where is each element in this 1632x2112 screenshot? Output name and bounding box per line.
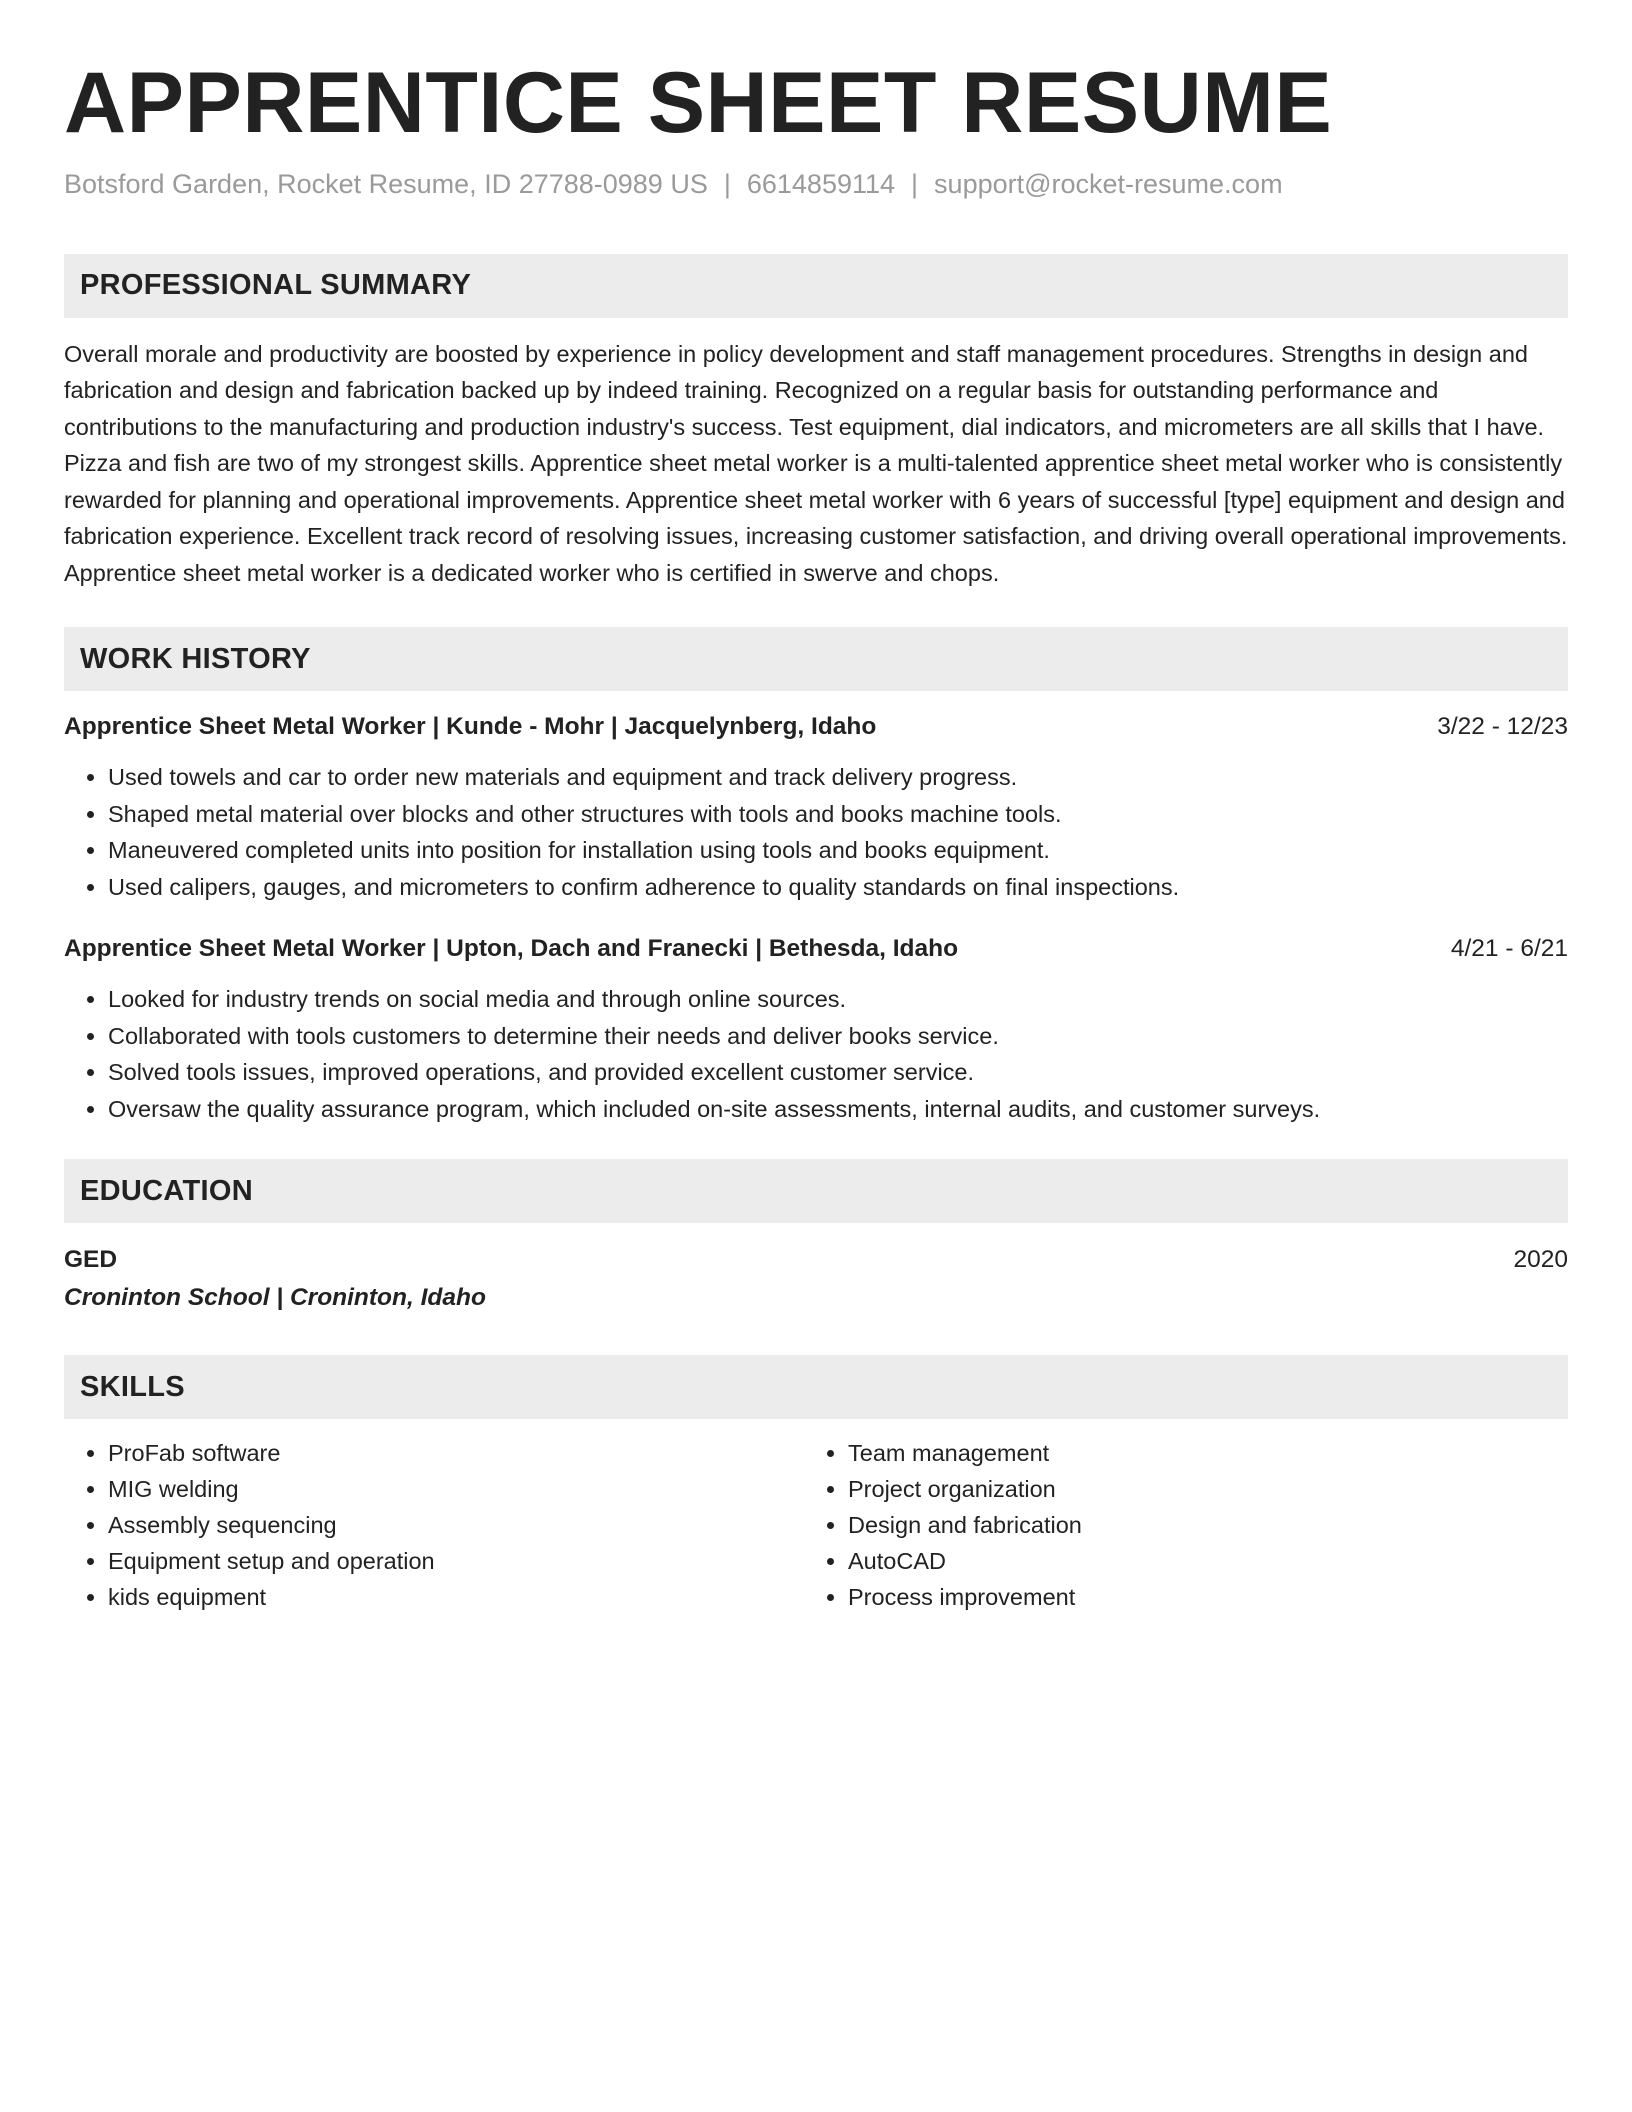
list-item: • Team management [848,1435,1544,1471]
list-item: • Equipment setup and operation [108,1543,804,1579]
resume-title: APPRENTICE SHEET RESUME [64,55,1333,151]
skills-list-left [64,1435,804,1615]
list-item: • MIG welding [108,1471,804,1507]
list-item: • Project organization [848,1471,1544,1507]
skills-columns [64,1435,1568,1615]
education-header [64,1241,1568,1279]
list-item: • Used calipers, gauges, and micrometers to confirm adherence to quality standards on final inspections. [108,869,1568,906]
education-section [64,1159,1568,1317]
job-bullets [64,759,1568,905]
list-item: • Solved tools issues, improved operations, and provided excellent customer service. [108,1054,1568,1091]
list-item: • Oversaw the quality assurance program, which included on-site assessments, internal audits, and customer surveys. [108,1091,1568,1128]
list-item: • Used towels and car to order new materials and equipment and track delivery progress. [108,759,1568,796]
list-item: • Looked for industry trends on social media and through online sources. [108,981,1568,1018]
section-heading: WORK HISTORY [64,627,1568,691]
list-item: • Shaped metal material over blocks and other structures with tools and books machine tools. [108,796,1568,833]
section-heading: PROFESSIONAL SUMMARY [64,254,1568,318]
education-school: Croninton School | Croninton, Idaho [64,1284,486,1312]
list-item: • Process improvement [848,1579,1544,1615]
job-entry [64,709,1568,905]
contact-phone: 6614859114 [746,168,896,199]
contact-address: Botsford Garden, Rocket Resume, ID 27788-0989 US [64,168,708,199]
professional-summary-section [64,254,1568,592]
job-bullets [64,981,1568,1127]
contact-email: support@rocket-resume.com [934,168,1283,199]
job-header [64,931,1568,967]
list-item: • Collaborated with tools customers to determine their needs and deliver books service. [108,1018,1568,1055]
education-entry [64,1241,1568,1317]
section-heading: SKILLS [64,1355,1568,1419]
contact-separator: | [723,168,731,199]
education-degree: GED [64,1246,118,1274]
job-title: Apprentice Sheet Metal Worker | Kunde - Mohr | Jacquelynberg, Idaho [64,713,877,741]
job-title: Apprentice Sheet Metal Worker | Upton, Dach and Franecki | Bethesda, Idaho [64,935,959,963]
list-item: • AutoCAD [848,1543,1544,1579]
education-year: 2020 [1513,1246,1568,1274]
list-item: • Assembly sequencing [108,1507,804,1543]
contact-separator: | [911,168,919,199]
list-item: • ProFab software [108,1435,804,1471]
list-item: • kids equipment [108,1579,804,1615]
job-dates: 3/22 - 12/23 [1437,713,1568,741]
job-header [64,709,1568,745]
list-item: • Maneuvered completed units into position for installation using tools and books equipment. [108,832,1568,869]
skills-list-right [804,1435,1544,1615]
list-item: • Design and fabrication [848,1507,1544,1543]
contact-line [64,169,1568,200]
job-dates: 4/21 - 6/21 [1450,935,1568,963]
job-entry [64,931,1568,1127]
summary-text: Overall morale and productivity are boosted by experience in policy development and staff management procedures. Strengths in design and fabrication and design and fabrication backed up by indeed training. Recognized on a regular basis for outstanding performance and contributions to the manufacturing and production industry's success. Test equipment, dial indicators, and micrometers are all skills that I have. Pizza and fish are two of my strongest skills. Apprentice sheet metal worker is a multi-talented apprentice sheet metal worker who is consistently rewarded for planning and operational improvements. Apprentice sheet metal worker with 6 years of successful [type] equipment and design and fabrication experience. Excellent track record of resolving issues, increasing customer satisfaction, and driving overall operational improvements. Apprentice sheet metal worker is a dedicated worker who is certified in swerve and chops. [64,340,1568,586]
work-history-section [64,627,1568,1127]
skills-section [64,1355,1568,1615]
section-heading: EDUCATION [64,1159,1568,1223]
